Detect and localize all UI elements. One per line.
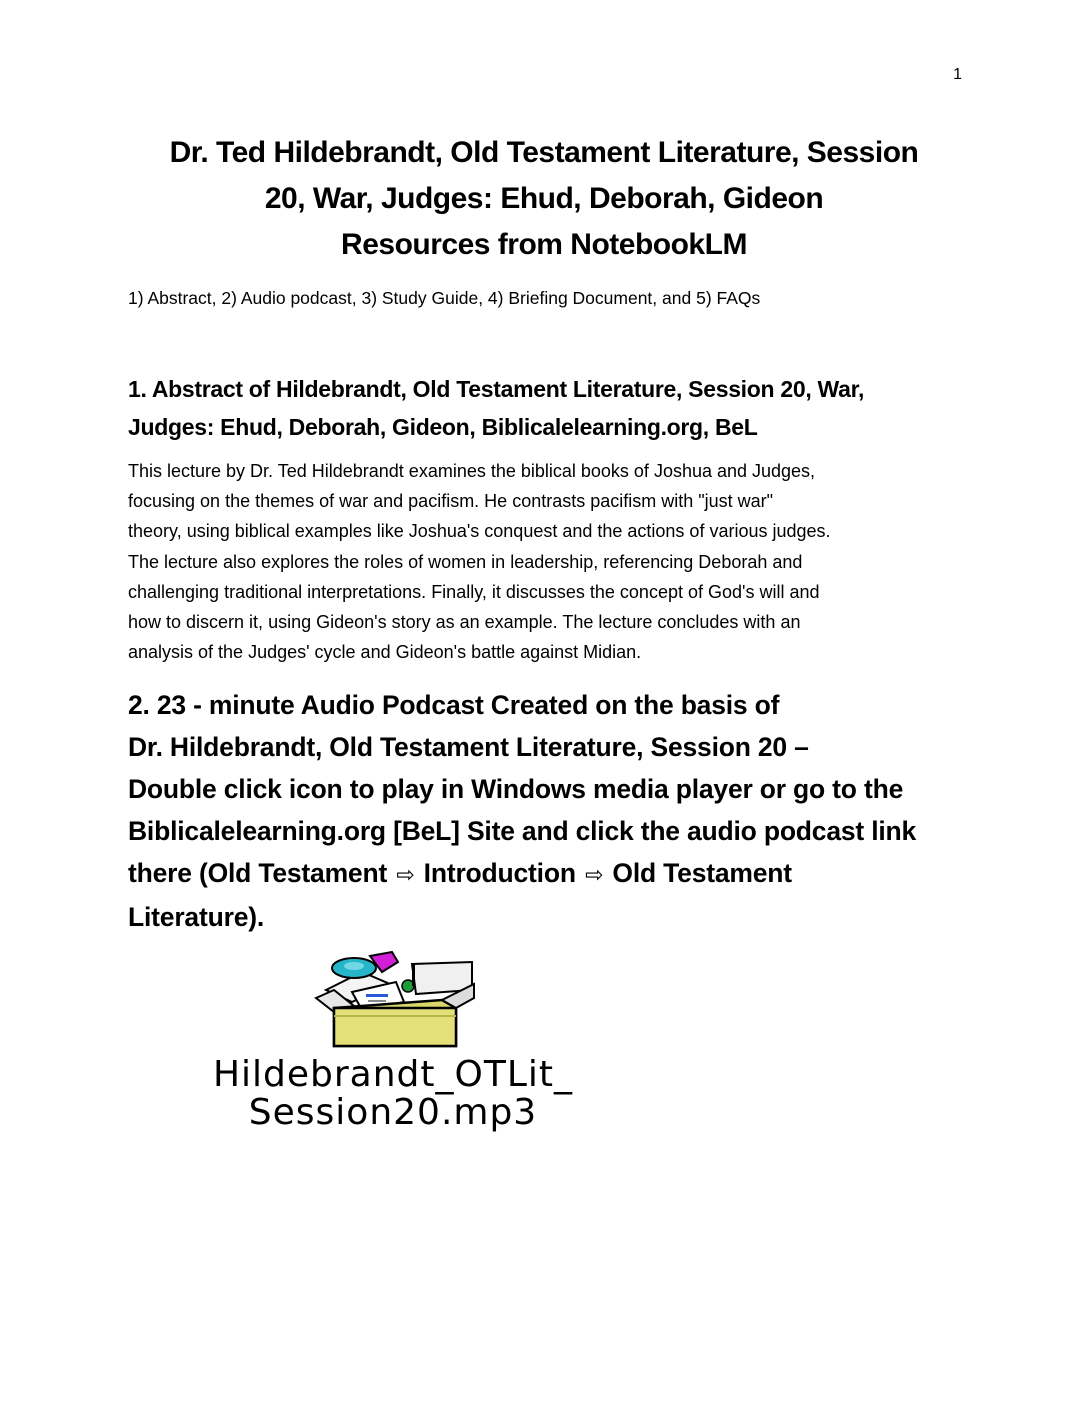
podcast-text: Introduction [423,858,576,888]
podcast-line [128,852,968,896]
heading-line: Judges: Ehud, Deborah, Gideon, Biblicalelearning.org, BeL [128,414,758,440]
abstract-line: theory, using biblical examples like Joshua's conquest and the actions of various judges. [128,521,831,542]
abstract-heading [128,370,968,446]
podcast-line: Dr. Hildebrandt, Old Testament Literature, Session 20 – [128,732,809,762]
podcast-line: Biblicalelearning.org [BeL] Site and click the audio podcast link [128,816,917,846]
resource-list: 1) Abstract, 2) Audio podcast, 3) Study Guide, 4) Briefing Document, and 5) FAQs [128,288,761,308]
caption-line: Session20.mp3 [248,1092,538,1133]
podcast-line: 2. 23 - minute Audio Podcast Created on the basis of [128,690,780,720]
podcast-line: Literature). [128,902,265,932]
right-arrow-icon: ⇨ [585,862,604,887]
title-line: Resources from NotebookLM [341,228,747,261]
media-file-caption[interactable] [128,1056,658,1132]
page-number: 1 [953,66,962,83]
abstract-line: The lecture also explores the roles of women in leadership, referencing Deborah and [128,551,803,572]
abstract-line: challenging traditional interpretations. Finally, it discusses the concept of God's will and [128,581,820,602]
heading-line: 1. Abstract of Hildebrandt, Old Testament Literature, Session 20, War, [128,376,865,402]
title-line: 20, War, Judges: Ehud, Deborah, Gideon [264,182,824,215]
abstract-line: how to discern it, using Gideon's story as an example. The lecture concludes with an [128,612,801,633]
podcast-text: there (Old Testament [128,858,388,888]
right-arrow-icon: ⇨ [396,862,415,887]
abstract-line: This lecture by Dr. Ted Hildebrandt examines the biblical books of Joshua and Judges, [128,461,816,481]
podcast-heading [128,684,968,938]
abstract-line: focusing on the themes of war and pacifism. He contrasts pacifism with "just war" [128,491,774,512]
package-icon[interactable] [312,950,478,1050]
podcast-line: Double click icon to play in Windows media player or go to the [128,774,904,804]
title-line: Dr. Ted Hildebrandt, Old Testament Literature, Session [169,136,919,169]
caption-line: Hildebrandt_OTLit_ [212,1054,574,1095]
abstract-line: analysis of the Judges' cycle and Gideon's battle against Midian. [128,642,642,663]
abstract-body [128,456,968,667]
document-title [120,130,968,268]
podcast-text: Old Testament [612,858,792,888]
